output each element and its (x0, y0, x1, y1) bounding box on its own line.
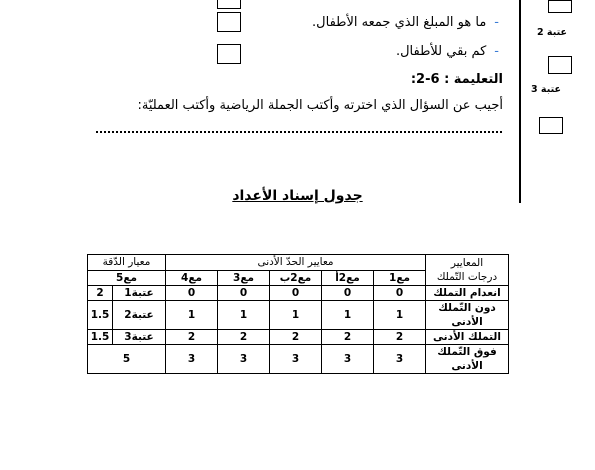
value-cell: 0 (374, 286, 426, 301)
value-cell: 0 (270, 286, 322, 301)
column-header: مع2أ (322, 270, 374, 286)
criteria-header (426, 255, 509, 286)
criteria-label: المعايير (450, 257, 484, 269)
table-row (88, 286, 509, 301)
precision-criterion-header: معيار الدّقة (88, 255, 166, 271)
value-cell: 0 (218, 286, 270, 301)
value-cell: 1 (218, 301, 270, 330)
dash-bullet: - (494, 15, 499, 30)
step-cell: عتبة2 (113, 301, 166, 330)
value-cell: 1 (322, 301, 374, 330)
grading-table (87, 254, 509, 374)
instruction-text: أجيب عن السؤال الذي اخترته وأكتب الجملة الرياضية وأكتب العمليّة: (137, 98, 503, 113)
step-cell: عتبة1 (113, 286, 166, 301)
column-header: مع1 (374, 270, 426, 286)
mastery-levels-label: درجات التّملك (436, 271, 498, 283)
level-cell: فوق التّملك الأدنى (426, 345, 509, 374)
level-cell: التملك الأدنى (426, 330, 509, 345)
score-box[interactable] (548, 56, 572, 74)
table-title (0, 188, 595, 204)
value-cell: 2 (322, 330, 374, 345)
value-cell: 1 (166, 301, 218, 330)
score-box[interactable] (548, 0, 572, 13)
value-cell: 3 (270, 345, 322, 374)
table-row (88, 301, 509, 330)
question-option (312, 15, 499, 30)
question-text: ما هو المبلغ الذي جمعه الأطفال. (312, 15, 487, 30)
value-cell: 0 (166, 286, 218, 301)
level-cell: دون التّملك الأدنى (426, 301, 509, 330)
value-cell: 2 (218, 330, 270, 345)
question-text: كم بقي للأطفال. (395, 44, 487, 59)
dash-bullet: - (494, 44, 499, 59)
value-cell: 1 (374, 301, 426, 330)
answer-checkbox[interactable] (217, 44, 241, 64)
precision-total-cell: 5 (88, 345, 166, 374)
column-header: مع4 (166, 270, 218, 286)
step-score-cell: 1.5 (88, 301, 113, 330)
value-cell: 3 (374, 345, 426, 374)
answer-dotted-line[interactable] (96, 131, 502, 133)
table-row (88, 330, 509, 345)
minimum-criteria-header: معايير الحدّ الأدنى (166, 255, 426, 271)
value-cell: 2 (270, 330, 322, 345)
value-cell: 2 (166, 330, 218, 345)
value-cell: 3 (218, 345, 270, 374)
answer-checkbox[interactable] (217, 12, 241, 32)
score-box[interactable] (539, 117, 563, 134)
value-cell: 2 (374, 330, 426, 345)
step-cell: عتبة3 (113, 330, 166, 345)
step-label: عتبة 2 (537, 27, 567, 38)
step-label: عتبة 3 (531, 84, 561, 95)
margin-divider (519, 0, 521, 203)
value-cell: 0 (322, 286, 374, 301)
table-title-text: جدول إسناد الأعداد (232, 188, 363, 204)
column-header: مع3 (218, 270, 270, 286)
instruction-title: التعليمة : 6-2: (410, 72, 503, 87)
value-cell: 3 (322, 345, 374, 374)
step-score-cell: 1.5 (88, 330, 113, 345)
level-cell: انعدام التملك (426, 286, 509, 301)
step-score-cell: 2 (88, 286, 113, 301)
table-row (88, 345, 509, 374)
precision-column-header: مع5 (88, 270, 166, 286)
value-cell: 3 (166, 345, 218, 374)
answer-checkbox-partial[interactable] (217, 0, 241, 9)
value-cell: 1 (270, 301, 322, 330)
question-option (396, 44, 499, 59)
column-header: مع2ب (270, 270, 322, 286)
